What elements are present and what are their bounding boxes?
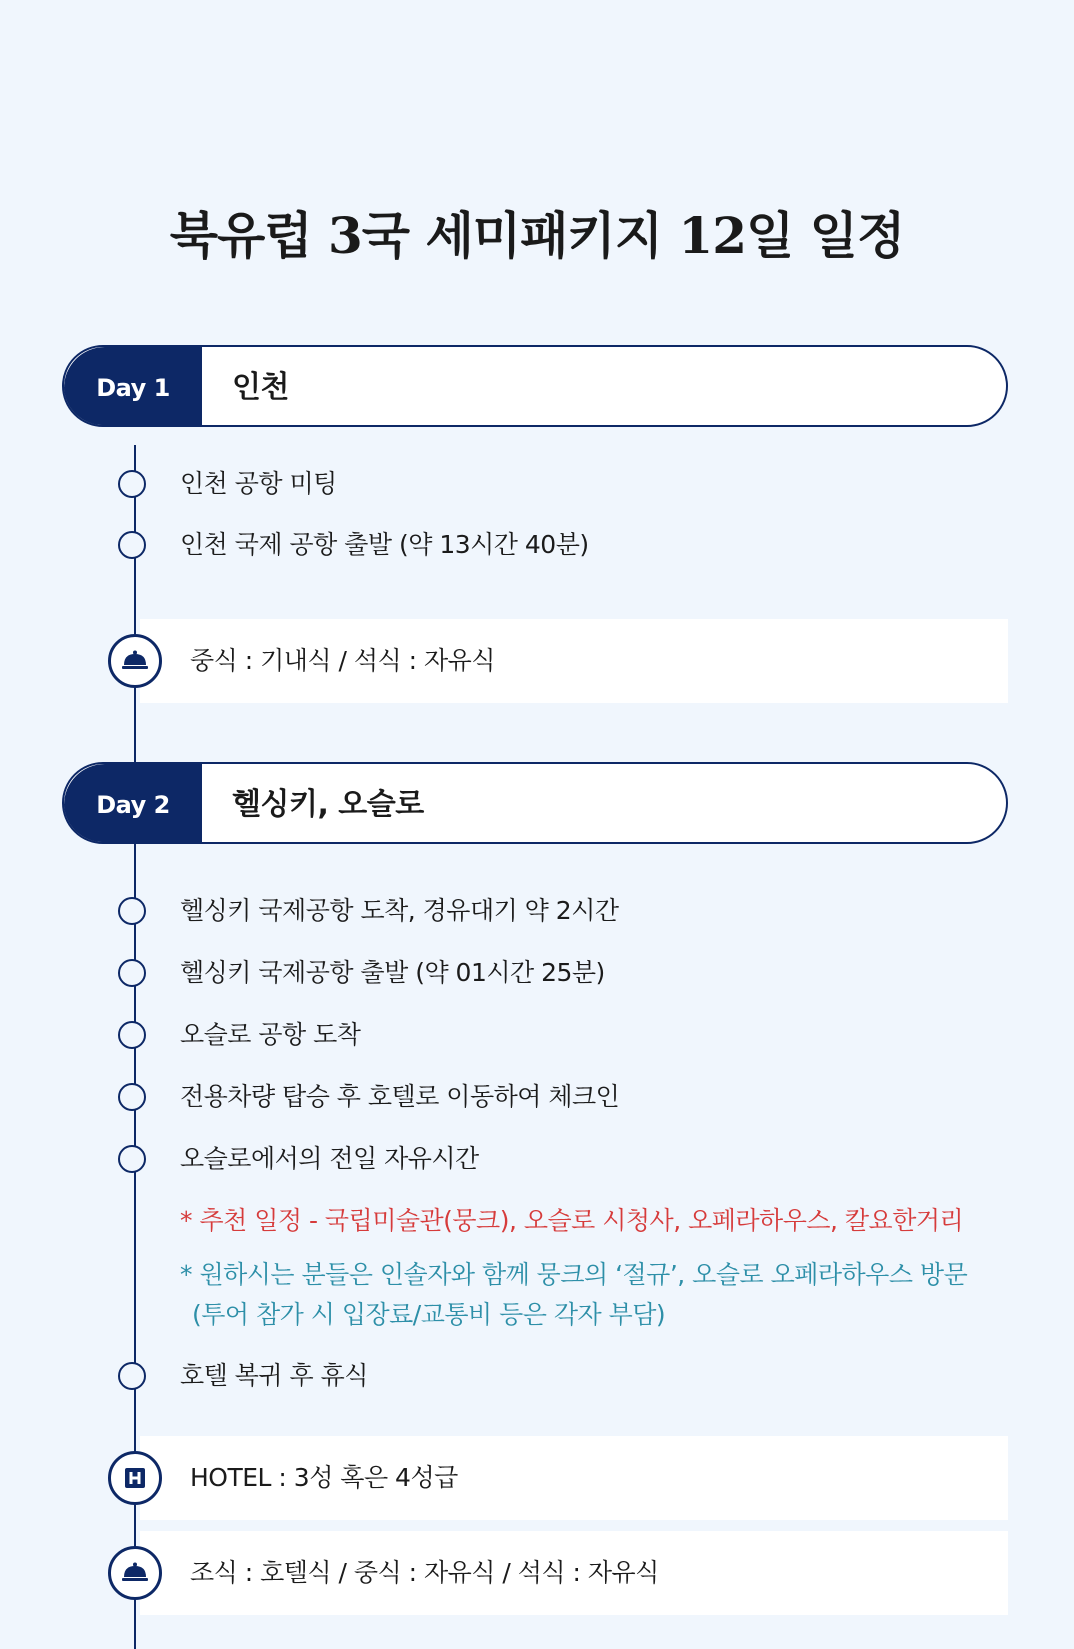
meal-info-box: [140, 1531, 1008, 1615]
timeline-dot: [118, 1145, 146, 1173]
day-2-header: [62, 762, 1008, 844]
timeline-dot: [118, 1083, 146, 1111]
optional-tour-note-cost: (투어 참가 시 입장료/교통비 등은 각자 부담): [192, 1300, 666, 1329]
event-text: 오슬로에서의 전일 자유시간: [180, 1144, 479, 1173]
day-2-city: 헬싱키, 오슬로: [232, 787, 424, 822]
day-2-badge: Day 2: [64, 764, 202, 844]
timeline-dot: [118, 531, 146, 559]
day-1-badge: Day 1: [64, 347, 202, 427]
food-cloche-icon: [108, 1546, 162, 1600]
meal-info-box: [140, 619, 1008, 703]
timeline-dot: [118, 470, 146, 498]
day-1-city: 인천: [232, 370, 289, 405]
event-text: 헬싱키 국제공항 도착, 경유대기 약 2시간: [180, 896, 619, 925]
meal-text: 중식 : 기내식 / 석식 : 자유식: [190, 646, 495, 675]
day-1-header: [62, 345, 1008, 427]
optional-tour-note: * 원하시는 분들은 인솔자와 함께 뭉크의 ‘절규’, 오슬로 오페라하우스 방문: [180, 1260, 968, 1289]
timeline-dot: [118, 897, 146, 925]
hotel-info-box: [140, 1436, 1008, 1520]
event-text: 전용차량 탑승 후 호텔로 이동하여 체크인: [180, 1082, 620, 1111]
timeline-dot: [118, 959, 146, 987]
hotel-text: HOTEL : 3성 혹은 4성급: [190, 1463, 458, 1492]
event-text: 호텔 복귀 후 휴식: [180, 1361, 368, 1390]
page-title: 북유럽 3국 세미패키지 12일 일정: [169, 206, 905, 265]
recommend-note: * 추천 일정 - 국립미술관(뭉크), 오슬로 시청사, 오페라하우스, 칼요한거리: [180, 1206, 964, 1235]
timeline-dot: [118, 1362, 146, 1390]
day-header-pill: [62, 345, 1008, 427]
event-text: 헬싱키 국제공항 출발 (약 01시간 25분): [180, 958, 605, 987]
event-text: 오슬로 공항 도착: [180, 1020, 361, 1049]
food-cloche-icon: [108, 634, 162, 688]
event-text: 인천 국제 공항 출발 (약 13시간 40분): [180, 530, 589, 559]
hotel-h-icon: [108, 1451, 162, 1505]
event-text: 인천 공항 미팅: [180, 469, 337, 498]
timeline-dot: [118, 1021, 146, 1049]
day-header-pill: [62, 762, 1008, 844]
meal-text: 조식 : 호텔식 / 중식 : 자유식 / 석식 : 자유식: [190, 1558, 659, 1587]
